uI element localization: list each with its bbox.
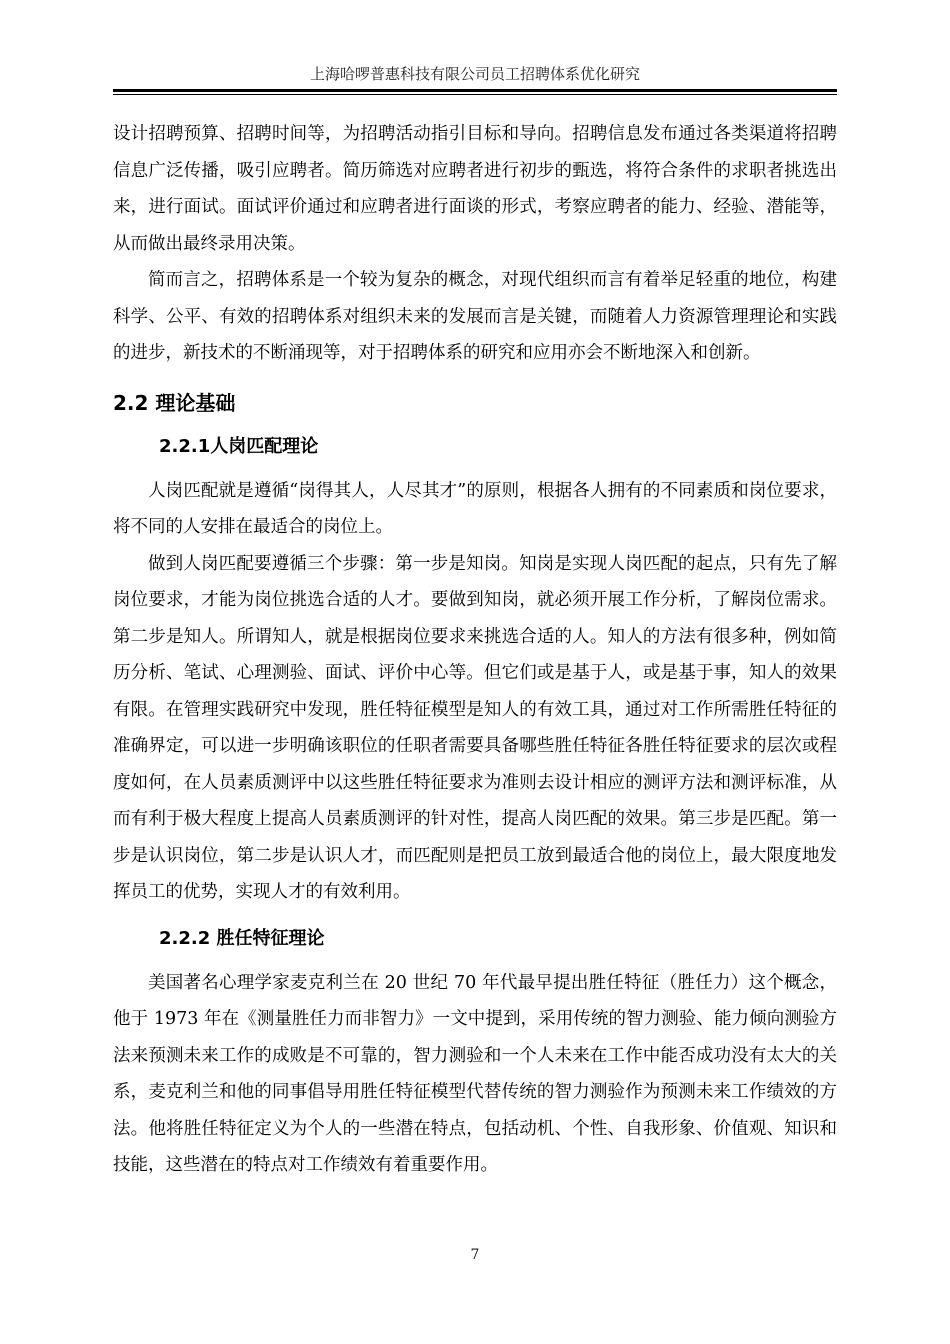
paragraph-recruitment-process: 设计招聘预算、招聘时间等，为招聘活动指引目标和导向。招聘信息发布通过各类渠道将招聘信息广泛传播，吸引应聘者。简历筛选对应聘者进行初步的甄选，将符合条件的求职者挑选出来，进行面试。面试评价通过和应聘者进行面谈的形式，考察应聘者的能力、经验、潜能等，从而做出最终录用决策。: [113, 124, 837, 254]
paragraph-recruitment-summary: 简而言之，招聘体系是一个较为复杂的概念，对现代组织而言有着举足轻重的地位，构建科学、公平、有效的招聘体系对组织未来的发展而言是关键，而随着人力资源管理理论和实践的进步，新技术的不断涌现等，对于招聘体系的研究和应用亦会不断地深入和创新。: [113, 270, 837, 363]
header-rule-thick: [113, 89, 837, 92]
running-header: 上海哈啰普惠科技有限公司员工招聘体系优化研究: [309, 65, 640, 83]
subsection-heading-competency: 2.2.2 胜任特征理论: [159, 927, 325, 949]
header-rule-thin: [113, 94, 837, 95]
page-number: 7: [470, 1247, 480, 1263]
subsection-heading-person-job-fit: 2.2.1人岗匹配理论: [159, 435, 319, 457]
paragraph-competency-theory: 美国著名心理学家麦克利兰在 20 世纪 70 年代最早提出胜任特征（胜任力）这个概念，他于 1973 年在《测量胜任力而非智力》一文中提到，采用传统的智力测验、能力倾向测验方法来预测未来工作的成败是不可靠的，智力测验和一个人未来在工作中能否成功没有太大的关系，麦克利兰和他的同事倡导用胜任特征模型代替传统的智力测验作为预测未来工作绩效的方法。他将胜任特征定义为个人的一些潜在特点，包括动机、个性、自我形象、价值观、知识和技能，这些潜在的特点对工作绩效有着重要作用。: [113, 972, 837, 1175]
page-body: [113, 116, 837, 1184]
section-heading-theory: 2.2 理论基础: [113, 390, 236, 415]
paragraph-person-job-fit-definition: 人岗匹配就是遵循“岗得其人，人尽其才”的原则，根据各人拥有的不同素质和岗位要求，将不同的人安排在最适合的岗位上。: [113, 480, 837, 537]
paragraph-person-job-fit-steps: 做到人岗匹配要遵循三个步骤：第一步是知岗。知岗是实现人岗匹配的起点，只有先了解岗位要求，才能为岗位挑选合适的人才。要做到知岗，就必须开展工作分析，了解岗位需求。第二步是知人。所谓知人，就是根据岗位要求来挑选合适的人。知人的方法有很多种，例如简历分析、笔试、心理测验、面试、评价中心等。但它们或是基于人，或是基于事，知人的效果有限。在管理实践研究中发现，胜任特征模型是知人的有效工具，通过对工作所需胜任特征的准确界定，可以进一步明确该职位的任职者需要具备哪些胜任特征各胜任特征要求的层次或程度如何，在人员素质测评中以这些胜任特征要求为准则去设计相应的测评方法和测评标准，从而有利于极大程度上提高人员素质测评的针对性，提高人岗匹配的效果。第三步是匹配。第一步是认识岗位，第二步是认识人才，而匹配则是把员工放到最适合他的岗位上，最大限度地发挥员工的优势，实现人才的有效利用。: [113, 553, 837, 902]
